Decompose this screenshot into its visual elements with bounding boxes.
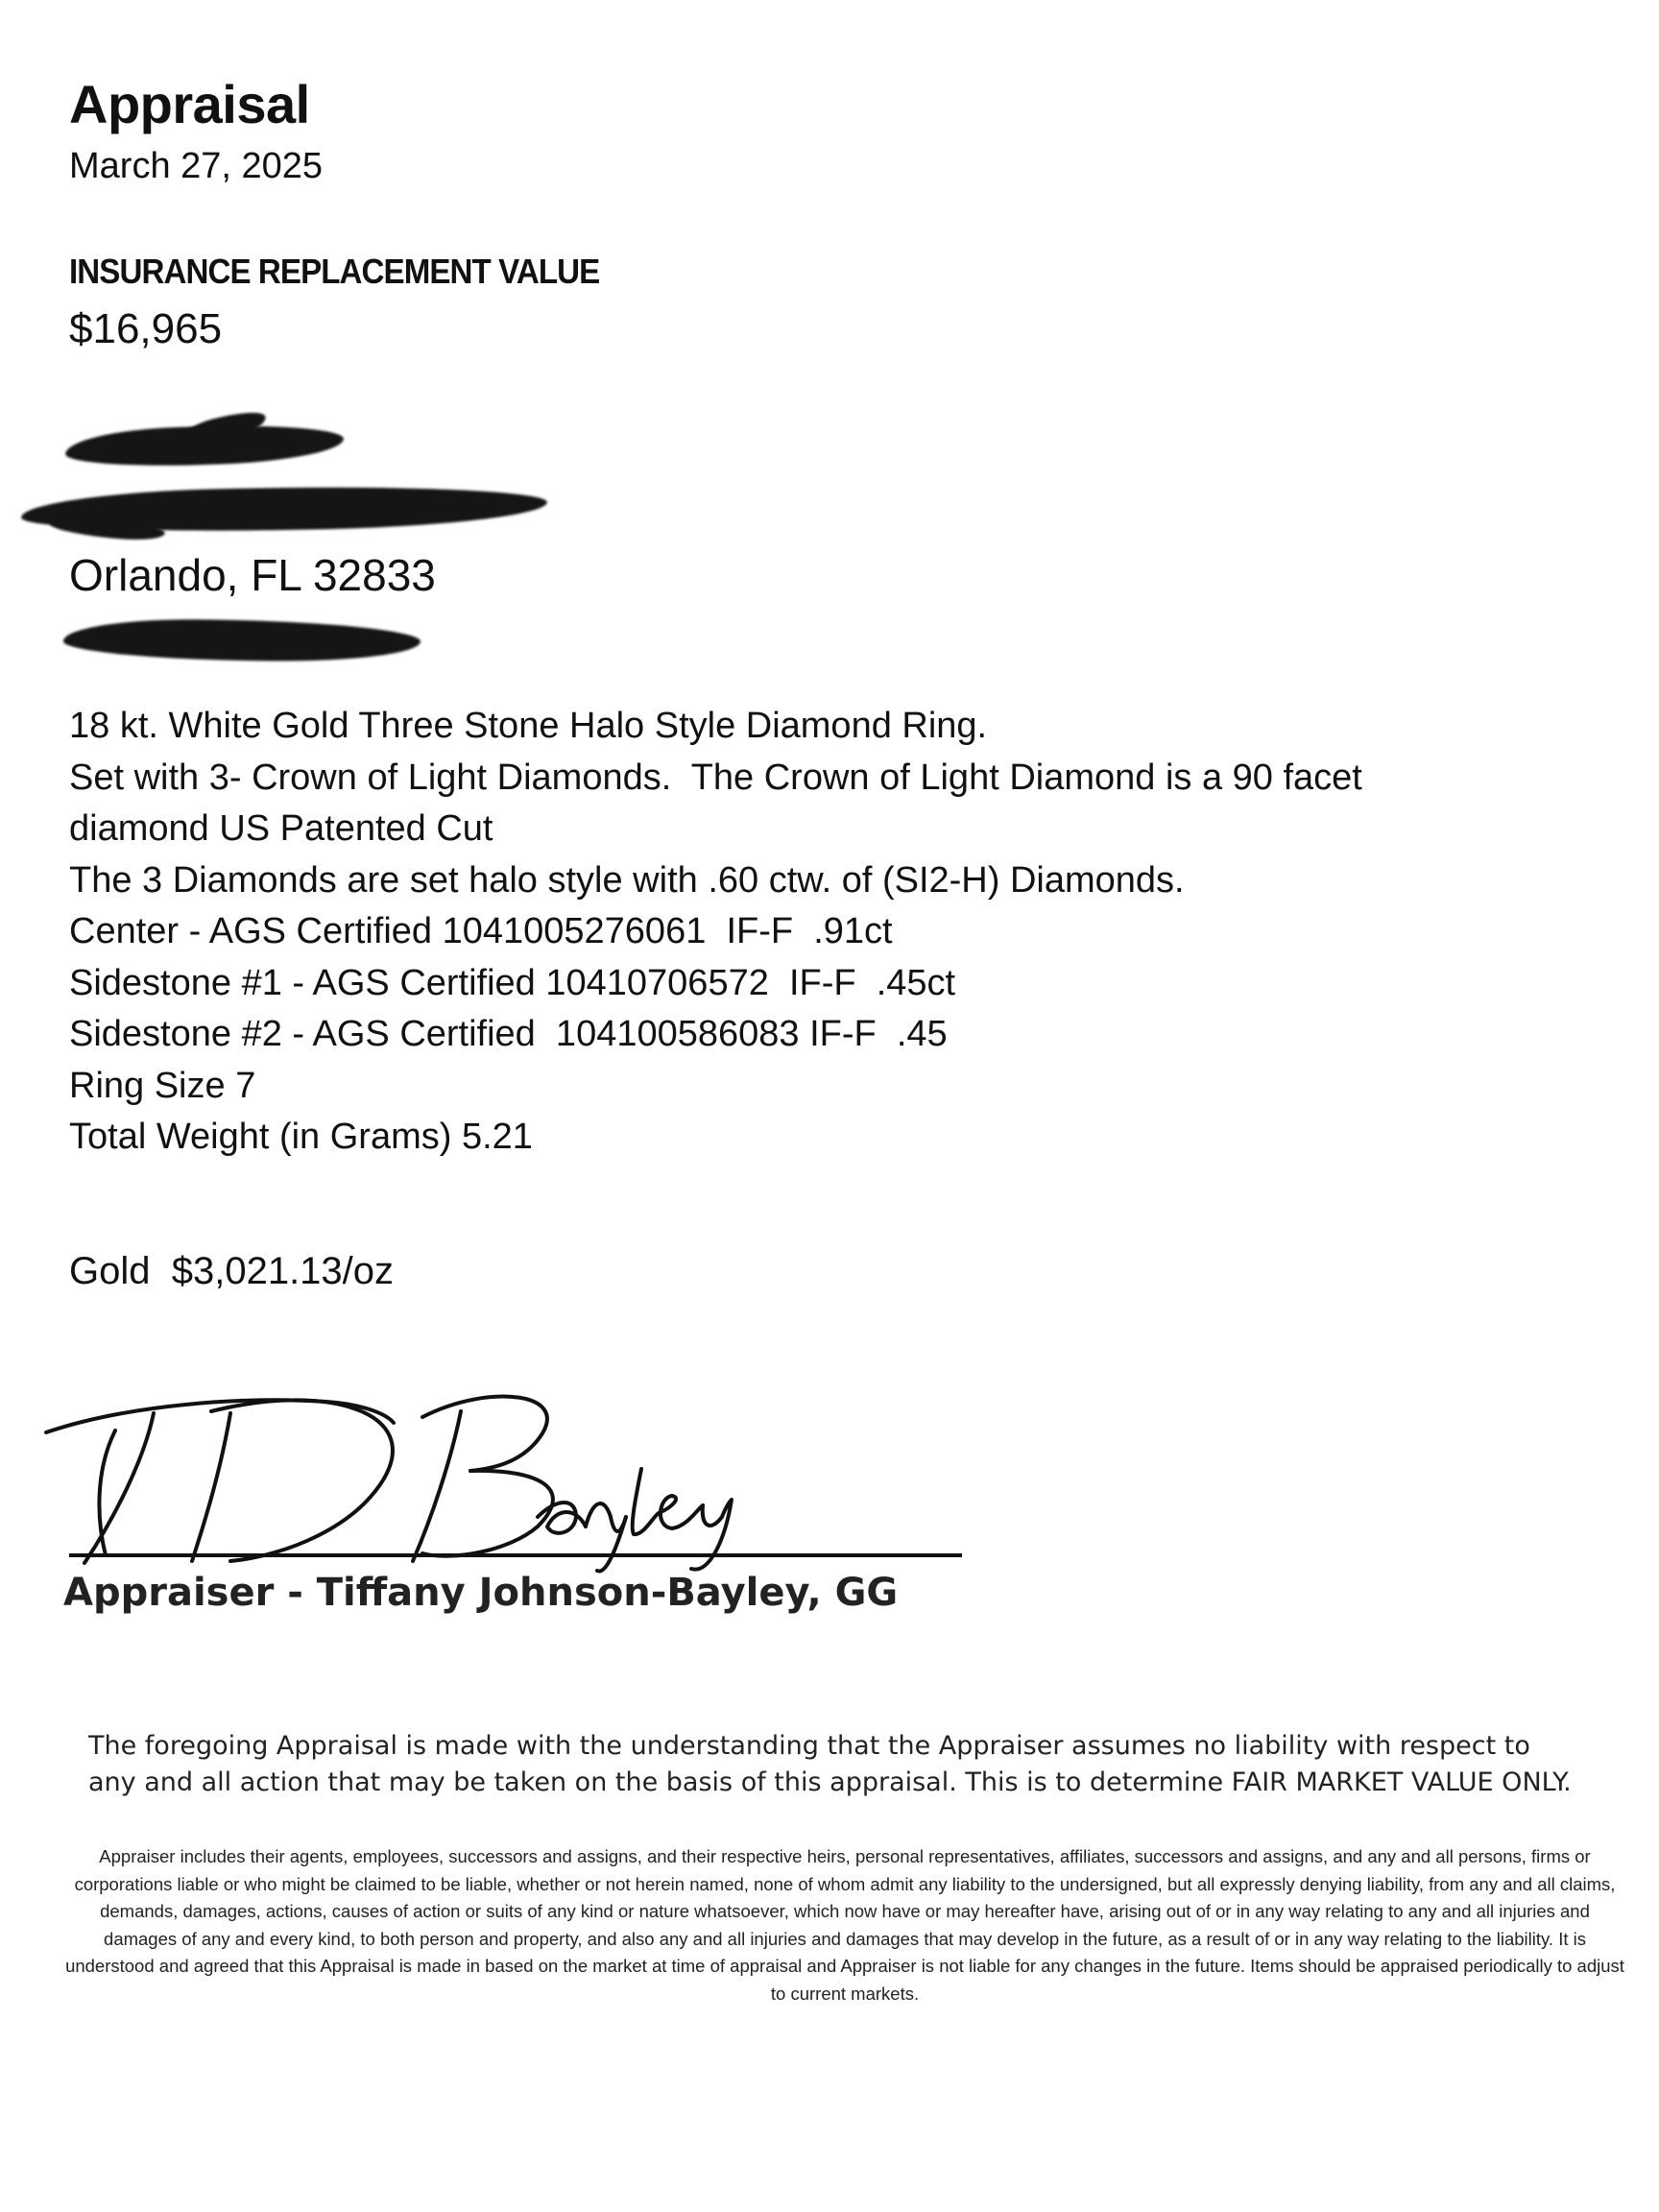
legal-fine-print: Appraiser includes their agents, employees, successors and assigns, and their respective heirs, personal representatives, affiliates, successors and assigns, and any and all persons, firms or corporations liable or who might be claimed to be liable, whether or not herein named, none of whom admit any liability to the undersigned, but all expressly denying liability, from any and all claims, demands, damages, actions, causes of action or suits of any kind or nature whatsoever, which now have or may hereafter have, arising out of or in any way relating to any and all injuries and damages of any and every kind, to both person and property, and also any and all injuries and damages that may develop in the future, as a result of or in any way relating to the liability. It is understood and agreed that this Appraisal is made in based on the market at time of appraisal and Appraiser is not liable for any changes in the future. Items should be appraised periodically to adjust to current markets.	[65, 1846, 1624, 2004]
redacted-street	[21, 480, 547, 538]
value-amount: $16,965	[69, 305, 223, 352]
description-line: Sidestone #2 - AGS Certified 104100586083 IF-F .45	[69, 1014, 948, 1054]
disclaimer-text: The foregoing Appraisal is made with the understanding that the Appraiser assumes no liability with respect to any and all action that may be taken on the basis of this appraisal. This is to determine FAIR MARKET VALUE ONLY.	[88, 1731, 1572, 1797]
redacted-name	[65, 421, 344, 469]
item-description	[69, 701, 1509, 1164]
description-line: diamond US Patented Cut	[69, 808, 493, 849]
document-title: Appraisal	[69, 74, 310, 134]
description-line: 18 kt. White Gold Three Stone Halo Style Diamond Ring.	[69, 706, 988, 746]
description-line: Center - AGS Certified 1041005276061 IF-F .91ct	[69, 911, 893, 951]
description-line: Set with 3- Crown of Light Diamonds. The Crown of Light Diamond is a 90 facet	[69, 757, 1362, 798]
description-line: Ring Size 7	[69, 1065, 256, 1106]
client-city-state-zip: Orlando, FL 32833	[69, 550, 436, 600]
description-line: Total Weight (in Grams) 5.21	[69, 1117, 533, 1157]
value-label: INSURANCE REPLACEMENT VALUE	[69, 252, 600, 291]
appraiser-name: Appraiser - Tiffany Johnson-Bayley, GG	[63, 1571, 899, 1615]
redacted-phone	[63, 614, 421, 664]
gold-price: Gold $3,021.13/oz	[69, 1250, 395, 1292]
handwritten-signature	[38, 1373, 787, 1575]
description-line: The 3 Diamonds are set halo style with .60 ctw. of (SI2-H) Diamonds.	[69, 859, 1185, 901]
description-line: Sidestone #1 - AGS Certified 10410706572 IF-F .45ct	[69, 962, 956, 1003]
signature-line	[69, 1553, 962, 1557]
appraisal-date: March 27, 2025	[69, 146, 324, 186]
